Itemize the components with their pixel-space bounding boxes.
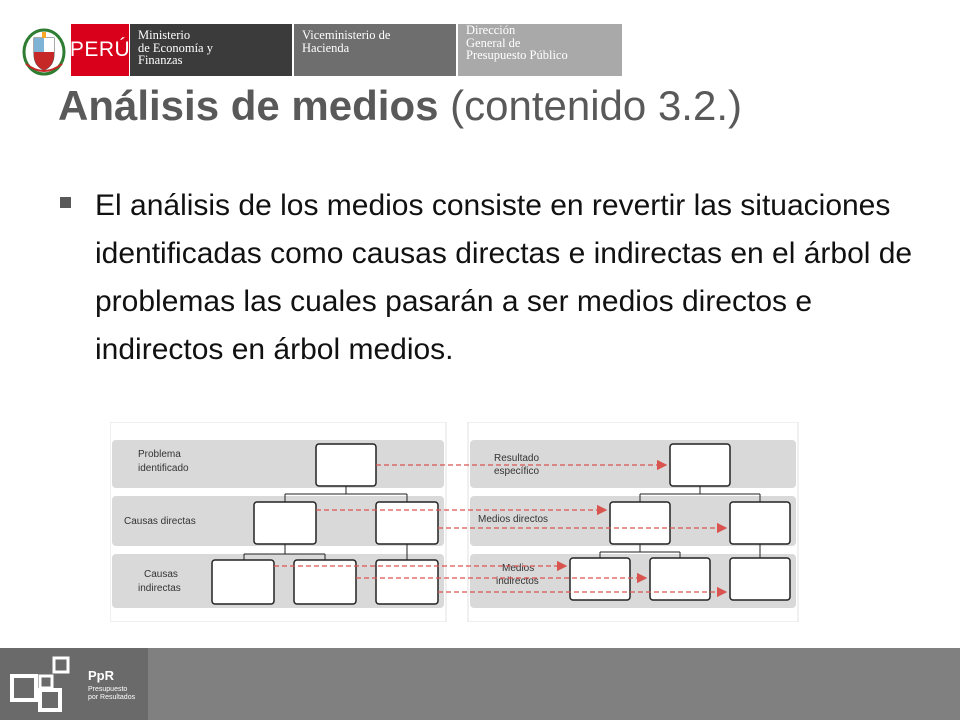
footer-bar [0,648,960,720]
bullet-text: El análisis de los medios consiste en revertir las situaciones identificadas como causas directas e indirectas en el árbol de problemas las cuales pasarán a ser medios directos e indirectos en árbol medios. [95,189,913,366]
right-node-indirect-3 [730,558,790,600]
title-light: (contenido 3.2.) [450,82,742,129]
right-node-indirect-1 [570,558,630,600]
ministry-line-3: Finanzas [138,53,183,67]
header-bar [0,0,960,80]
ppr-subtitle [88,686,148,702]
ppr-squares-icon [10,656,80,714]
slide-title [58,82,742,130]
right-node-means-1 [610,502,670,544]
ministry-box [130,24,292,76]
right-node-indirect-2 [650,558,710,600]
right-node-means-2 [730,502,790,544]
direction-line-3: Presupuesto Público [466,48,568,62]
vice-ministry-line-2: Hacienda [302,40,350,55]
country-label: PERÚ [69,38,131,61]
left-node-cause-2 [376,502,438,544]
ppr-sub-line-2: por Resultados [88,694,136,701]
left-label-row1-b: identificado [138,463,189,474]
left-label-row3-b: indirectas [138,583,181,594]
direction-line-1: Dirección [466,23,516,37]
right-label-row3-a: Medios [502,563,535,574]
bullet-marker [60,197,71,208]
title-bold: Análisis de medios [58,82,439,129]
direction-line-2: General de [466,35,521,50]
vice-ministry-box [294,24,456,76]
ministry-line-1: Ministerio [138,28,191,42]
ppr-sub-line-1: Presupuesto [88,686,128,693]
left-label-row1-a: Problema [138,449,181,460]
left-node-cause-1 [254,502,316,544]
problem-to-means-diagram [110,422,800,622]
peru-logo [71,24,129,76]
right-label-row2: Medios directos [478,514,549,525]
left-label-row3-a: Causas [144,569,178,580]
ppr-brand: PpR [88,668,114,683]
direction-box [458,24,622,76]
right-label-row3-b: indirectos [496,576,539,587]
right-node-result [670,444,730,486]
left-node-indirect-1 [212,560,274,604]
ministry-line-2: de Economía y [138,40,213,55]
left-label-row2: Causas directas [124,516,196,527]
right-label-row1-b: específico [494,466,540,477]
right-band-1 [470,440,796,488]
left-node-problem [316,444,376,486]
right-label-row1-a: Resultado [494,453,540,464]
vice-ministry-line-1: Viceministerio de [302,28,391,42]
coat-of-arms-icon [22,24,66,76]
